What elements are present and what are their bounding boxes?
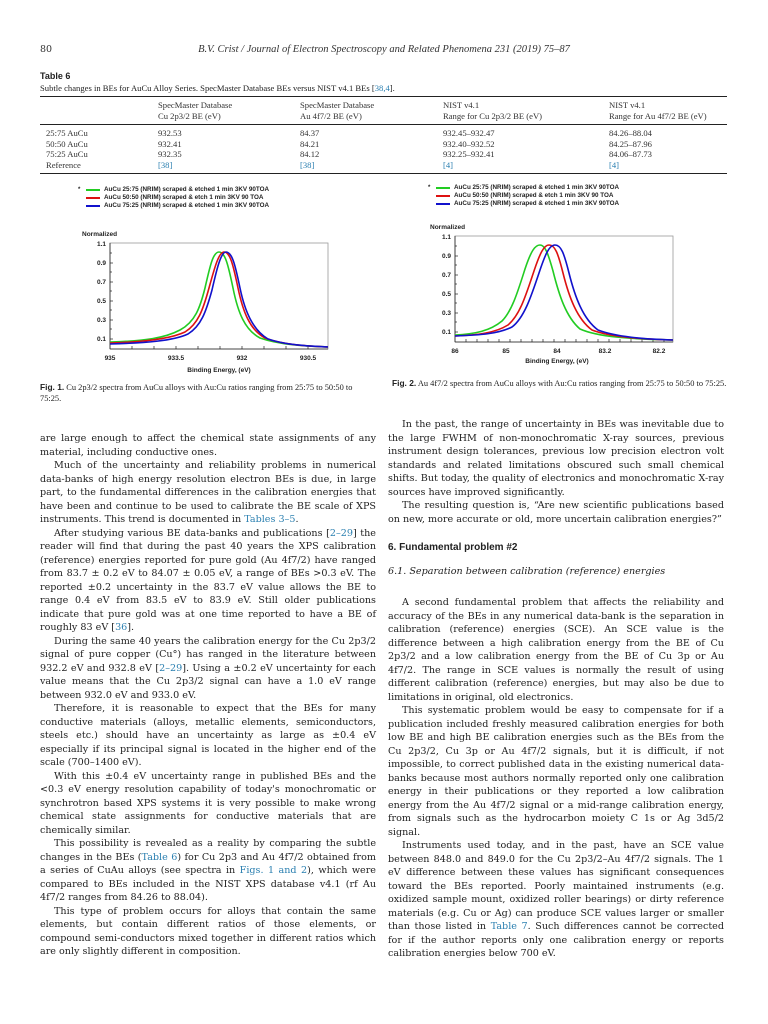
- fig1-legend: [78, 186, 269, 210]
- svg-text:Binding Energy, (eV): Binding Energy, (eV): [525, 358, 589, 365]
- paragraph: Therefore, it is reasonable to expect that the BEs for many conductive materials (alloys, metallic elements, semiconductors, steels etc.) should have an uncertainty as large as ±0.4 eV especially if its principal signal is located in the higher end of the scale (700–1400 eV).: [40, 703, 376, 768]
- paragraph: During the same 40 years the calibration energy for the Cu 2p3/2 signal of pure copper (Cu°) has ranged in the literature between 932.2 eV and 932.8 eV [2–29]. Using a ±0.2 eV uncertainty for each value means that the Cu 2p3/2 signal can have a 1.0 eV range between 932.0 eV and 933.0 eV.: [40, 635, 376, 701]
- legend-item: AuCu 50:50 (NRIM) scraped & etch 1 min 3KV 90 TOA: [428, 192, 619, 200]
- svg-text:0.9: 0.9: [96, 260, 106, 267]
- table-cell: 84.06–87.73: [609, 149, 652, 159]
- column-header-nist-cu: NIST v4.1 Range for Cu 2p3/2 BE (eV): [443, 100, 543, 121]
- table-cell: 932.35: [158, 149, 182, 159]
- reference-link[interactable]: [38]: [158, 159, 173, 170]
- svg-text:0.3: 0.3: [441, 310, 451, 317]
- svg-text:0.3: 0.3: [96, 317, 106, 324]
- svg-text:84: 84: [553, 348, 561, 355]
- paragraph: In the past, the range of uncertainty in BEs was inevitable due to the large FWHM of non-monochromatic X-ray sources, previous instrument design tolerances, previous low precision electron volt standards and related limitations obscured such small chemical shifts. But today, the quality of electronics and monochromatic X-ray sources have improved significantly.: [388, 419, 724, 498]
- figs-1-2-link[interactable]: Figs. 1 and 2: [239, 865, 308, 876]
- table-row-reference: [40, 160, 727, 174]
- paragraph: are large enough to affect the chemical state assignments of any material, including conductive ones.: [40, 433, 376, 458]
- paragraph: The resulting question is, “Are new scientific publications based on new, more accurate or old, more uncertain calibration energies?”: [388, 500, 724, 525]
- table-header-row: [40, 97, 727, 125]
- tables-3-5-link[interactable]: Tables 3–5: [244, 514, 296, 525]
- svg-text:930.5: 930.5: [299, 355, 317, 362]
- series-green: [110, 252, 328, 347]
- paragraph: This type of problem occurs for alloys that contain the same elements, but contain different ratios of those elements, or compound semi-conductors mixed together in different ratios which are only slightly different in composition.: [40, 905, 376, 957]
- fig2-legend: [428, 184, 619, 208]
- table-6: [40, 96, 727, 174]
- legend-item: AuCu 75:25 (NRIM) scraped & etched 1 min 3KV 90TOA: [78, 202, 269, 210]
- legend-item: AuCu 75:25 (NRIM) scraped & etched 1 min 3KV 90TOA: [428, 200, 619, 208]
- fig2-ylabel: Normalized: [430, 224, 466, 231]
- svg-text:933.5: 933.5: [167, 355, 185, 362]
- table-title: Table 6: [40, 71, 71, 81]
- table-caption-end: ].: [389, 83, 395, 93]
- fig1-ylabel: Normalized: [82, 231, 118, 238]
- svg-text:1.1: 1.1: [96, 241, 106, 248]
- reference-link[interactable]: [38]: [300, 159, 315, 170]
- paragraph: Instruments used today, and in the past, have an SCE value between 848.0 and 849.0 for the Cu 2p3/2–Au 4f7/2 signals. The 1 eV difference between these values has significant consequences toward the BEs reported. Poorly maintained instruments (e.g. oxidized sample mount, oxidized roller bearings) or dirty reference materials (e.g. Cu or Ag) can produce SCE values larger or smaller than those listed in Table 7. Such differences cannot be corrected for if the author reports only one calibration energy or reports calibration energies below 700 eV.: [388, 840, 724, 959]
- table-row: [40, 125, 727, 139]
- paragraph: This systematic problem would be easy to compensate for if a publication included freshly measured calibration energies for both low BE and high BE calibration energies such as the BEs from the Cu 2p3/2, Cu 3p or Au 4f7/2 signals, but it is difficult, if not impossible, to correct published data in the existing numerical data-banks because most authors normally reported only one calibration energy in their publications or they reported a low calibration energy from the Au 4f7/2 signal or a mid-range calibration energy, from signals such as the hydrocarbon moiety C 1s or Ag 3d5/2 signal.: [388, 705, 724, 838]
- table-cell: 84.37: [300, 128, 320, 138]
- legend-swatch-green: [436, 187, 450, 189]
- paragraph: After studying various BE data-banks and publications [2–29] the reader will find that during the past 40 years the XPS calibration (reference) energies reported for pure gold (Au 4f7/2) have ranged from 83.7 ± 0.2 eV to 84.07 ± 0.05 eV, a range of BEs >0.3 eV. The reported ±0.2 uncertainty in the 83.7 eV value allows the BE to range 0.4 eV from 83.5 eV to 83.9 eV. Still older publications indicate that pure gold was at one time reported to have a BE of roughly 83 eV [36].: [40, 527, 376, 633]
- fig1-label: Fig. 1.: [40, 382, 65, 392]
- table-cell: 932.40–932.52: [443, 138, 495, 149]
- table-caption: [40, 83, 395, 93]
- svg-text:82.2: 82.2: [652, 348, 666, 355]
- ref-36-link[interactable]: 36: [115, 622, 128, 633]
- subsection-heading: 6.1. Separation between calibration (reference) energies: [388, 565, 666, 577]
- legend-swatch-blue: [436, 203, 450, 205]
- svg-text:1.1: 1.1: [441, 234, 451, 241]
- fig2-label: Fig. 2.: [392, 378, 417, 388]
- table-row: [40, 139, 727, 150]
- series-red: [455, 245, 673, 340]
- table-row: [40, 149, 727, 160]
- ref-2-29-link[interactable]: 2–29: [159, 662, 183, 674]
- legend-swatch-red: [436, 195, 450, 197]
- table-cell: 932.53: [158, 128, 182, 138]
- svg-text:0.1: 0.1: [96, 336, 106, 343]
- table-cell: 84.25–87.96: [609, 138, 652, 149]
- table-6-link[interactable]: Table 6: [141, 851, 178, 863]
- table-7-link[interactable]: Table 7: [490, 921, 528, 932]
- paragraph: Much of the uncertainty and reliability problems in numerical data-banks of high energy resolution electron BEs is due, in large part, to the fundamental differences in the calibration energies that have been and continue to be used to calibrate the BE scale of XPS instruments. This trend is documented in Tables 3–5.: [40, 460, 376, 525]
- series-blue: [455, 245, 673, 340]
- svg-text:0.1: 0.1: [441, 329, 451, 336]
- svg-text:Binding Energy, (eV): Binding Energy, (eV): [187, 367, 251, 374]
- legend-item: * AuCu 25:75 (NRIM) scraped & etched 1 min 3KV 90TOA: [78, 186, 270, 193]
- series-red: [110, 252, 328, 347]
- column-header-specmaster-cu: SpecMaster Database Cu 2p3/2 BE (eV): [158, 100, 233, 121]
- table-cell: 932.25–932.41: [443, 149, 495, 159]
- series-green: [455, 245, 673, 340]
- svg-text:0.9: 0.9: [441, 253, 451, 260]
- table-caption-text: Subtle changes in BEs for AuCu Alloy Series. SpecMaster Database BEs versus NIST v4.1 BEs [: [40, 83, 375, 93]
- svg-text:0.7: 0.7: [441, 272, 451, 279]
- legend-swatch-blue: [86, 205, 100, 207]
- legend-marker: *: [428, 185, 431, 191]
- fig1-chart: [85, 238, 335, 378]
- table-cell: 25:75 AuCu: [46, 128, 88, 138]
- table-cell: 932.45–932.47: [443, 128, 495, 138]
- column-header-specmaster-au: SpecMaster Database Au 4f7/2 BE (eV): [300, 100, 375, 121]
- table-cell: 932.41: [158, 138, 182, 149]
- legend-swatch-red: [86, 197, 100, 199]
- fig1-caption: Fig. 1. Cu 2p3/2 spectra from AuCu alloys with Au:Cu ratios ranging from 25:75 to 50:50 to 75:25.: [40, 382, 353, 403]
- paragraph: With this ±0.4 eV uncertainty range in published BEs and the <0.3 eV energy resolution capability of today's monochromatic or synchrotron based XPS systems it is very possible to make wrong chemical state assignments for conductive materials that are chemically similar.: [40, 770, 376, 836]
- legend-item: AuCu 50:50 (NRIM) scraped & etch 1 min 3KV 90 TOA: [78, 194, 269, 202]
- ref-2-29-link[interactable]: 2–29: [329, 527, 353, 539]
- svg-text:932: 932: [236, 355, 248, 362]
- paragraph: This possibility is revealed as a reality by comparing the subtle changes in the BEs (Table 6) for Cu 2p3 and Au 4f7/2 obtained from a series of CuAu alloys (see spectra in Figs. 1 and 2), which were compared to BEs included in the NIST XPS database v4.1 (rf Au 4f7/2 ranges from 84.26 to 88.04).: [40, 838, 376, 903]
- svg-text:935: 935: [104, 355, 116, 362]
- legend-marker: *: [78, 187, 81, 193]
- journal-running-header: B.V. Crist / Journal of Electron Spectroscopy and Related Phenomena 231 (2019) 75–87: [198, 44, 570, 55]
- series-blue: [110, 252, 328, 347]
- svg-text:83.2: 83.2: [598, 348, 612, 355]
- reference-link[interactable]: [4]: [609, 159, 620, 170]
- table-cell: 50:50 AuCu: [46, 138, 88, 149]
- svg-text:0.5: 0.5: [96, 298, 106, 305]
- right-column: [388, 418, 724, 961]
- table-cell: 84.26–88.04: [609, 128, 652, 138]
- fig2-chart: [430, 231, 690, 371]
- section-heading: 6. Fundamental problem #2: [388, 542, 518, 553]
- fig2-caption: Fig. 2. Au 4f7/2 spectra from AuCu alloys with Au:Cu ratios ranging from 25:75 to 50:50 to 75:25.: [392, 378, 727, 388]
- left-column: [40, 432, 376, 959]
- legend-swatch-green: [86, 189, 100, 191]
- legend-item: * AuCu 25:75 (NRIM) scraped & etched 1 min 3KV 90TOA: [428, 184, 620, 191]
- page-number: 80: [40, 44, 53, 55]
- reference-link[interactable]: [4]: [443, 159, 454, 170]
- table-cell: 84.12: [300, 149, 320, 159]
- svg-text:0.7: 0.7: [96, 279, 106, 286]
- table-caption-ref-link[interactable]: 38,4: [374, 83, 390, 93]
- table-cell: 84.21: [300, 138, 320, 149]
- svg-text:85: 85: [502, 348, 510, 355]
- table-cell: 75:25 AuCu: [46, 149, 88, 159]
- table-cell: Reference: [46, 159, 81, 170]
- svg-text:86: 86: [451, 348, 459, 355]
- column-header-sample: [40, 97, 158, 125]
- svg-text:0.5: 0.5: [441, 291, 451, 298]
- paragraph: A second fundamental problem that affects the reliability and accuracy of the BEs in any numerical data-bank is the separation in calibration (reference) energies (SCE). An SCE value is the difference between a high calibration energy from the BE of Cu 2p3/2 and a low calibration energy from the BE of Cu 3p or Au 4f7/2. The range in SCE values is normally the result of using different calibration (reference) energies, but may also be due to limitations in original, old electronics.: [388, 597, 724, 703]
- column-header-nist-au: NIST v4.1 Range for Au 4f7/2 BE (eV): [609, 100, 707, 121]
